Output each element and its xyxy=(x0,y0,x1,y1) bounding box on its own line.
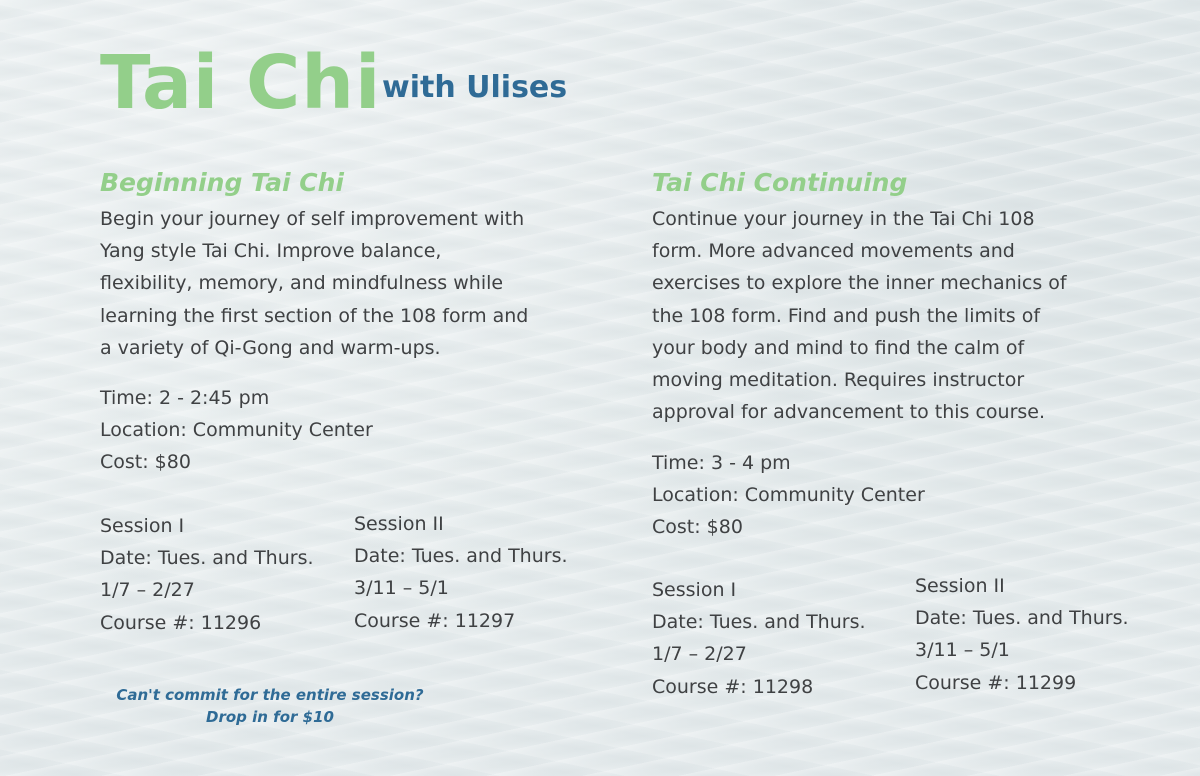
session-date: Date: Tues. and Thurs. xyxy=(652,611,866,634)
beginning-session-1 xyxy=(100,510,314,639)
session-range: 3/11 – 5/1 xyxy=(354,577,449,600)
location-text: Location: Community Center xyxy=(652,484,925,507)
course-number: Course #: 11299 xyxy=(915,671,1077,694)
continuing-description xyxy=(652,203,1067,428)
beginning-description xyxy=(100,203,528,364)
time-text: Time: 2 - 2:45 pm xyxy=(100,387,270,409)
drop-in-question: Can't commit for the entire session? xyxy=(116,686,424,704)
description-line: your body and mind to find the calm of xyxy=(652,336,1025,359)
session-range: 3/11 – 5/1 xyxy=(915,639,1010,662)
course-number: Course #: 11298 xyxy=(652,675,814,698)
time-text: Time: 3 - 4 pm xyxy=(652,452,791,474)
location-text: Location: Community Center xyxy=(100,419,373,442)
page-title: Tai Chi xyxy=(100,40,382,126)
description-line: form. More advanced movements and xyxy=(652,240,1015,263)
description-line: flexibility, memory, and mindfulness while xyxy=(100,272,504,295)
description-line: Begin your journey of self improvement with xyxy=(100,208,525,230)
session-date: Date: Tues. and Thurs. xyxy=(354,545,568,568)
session-date: Date: Tues. and Thurs. xyxy=(915,607,1129,630)
continuing-session-2 xyxy=(915,570,1129,699)
course-number: Course #: 11296 xyxy=(100,611,262,634)
description-line: approval for advancement to this course. xyxy=(652,401,1046,424)
description-line: exercises to explore the inner mechanics of xyxy=(652,272,1067,295)
description-line: learning the first section of the 108 form and xyxy=(100,304,529,327)
cost-text: Cost: $80 xyxy=(100,451,191,474)
session-title: Session I xyxy=(652,579,737,601)
description-line: Continue your journey in the Tai Chi 108 xyxy=(652,208,1035,230)
session-range: 1/7 – 2/27 xyxy=(100,579,195,602)
beginning-details xyxy=(100,382,373,479)
description-line: the 108 form. Find and push the limits of xyxy=(652,304,1041,327)
session-title: Session II xyxy=(354,513,444,535)
continuing-details xyxy=(652,447,925,544)
description-line: a variety of Qi-Gong and warm-ups. xyxy=(100,336,441,359)
page-subtitle: with Ulises xyxy=(382,70,568,105)
description-line: moving meditation. Requires instructor xyxy=(652,369,1025,392)
continuing-heading: Tai Chi Continuing xyxy=(652,168,908,197)
beginning-heading: Beginning Tai Chi xyxy=(100,168,344,197)
drop-in-note xyxy=(95,684,445,728)
session-title: Session I xyxy=(100,515,185,537)
session-date: Date: Tues. and Thurs. xyxy=(100,547,314,570)
course-number: Course #: 11297 xyxy=(354,609,516,632)
session-range: 1/7 – 2/27 xyxy=(652,643,747,666)
continuing-session-1 xyxy=(652,574,866,703)
beginning-session-2 xyxy=(354,508,568,637)
session-title: Session II xyxy=(915,575,1005,597)
cost-text: Cost: $80 xyxy=(652,516,743,539)
drop-in-price: Drop in for $10 xyxy=(206,708,334,726)
description-line: Yang style Tai Chi. Improve balance, xyxy=(100,240,442,263)
